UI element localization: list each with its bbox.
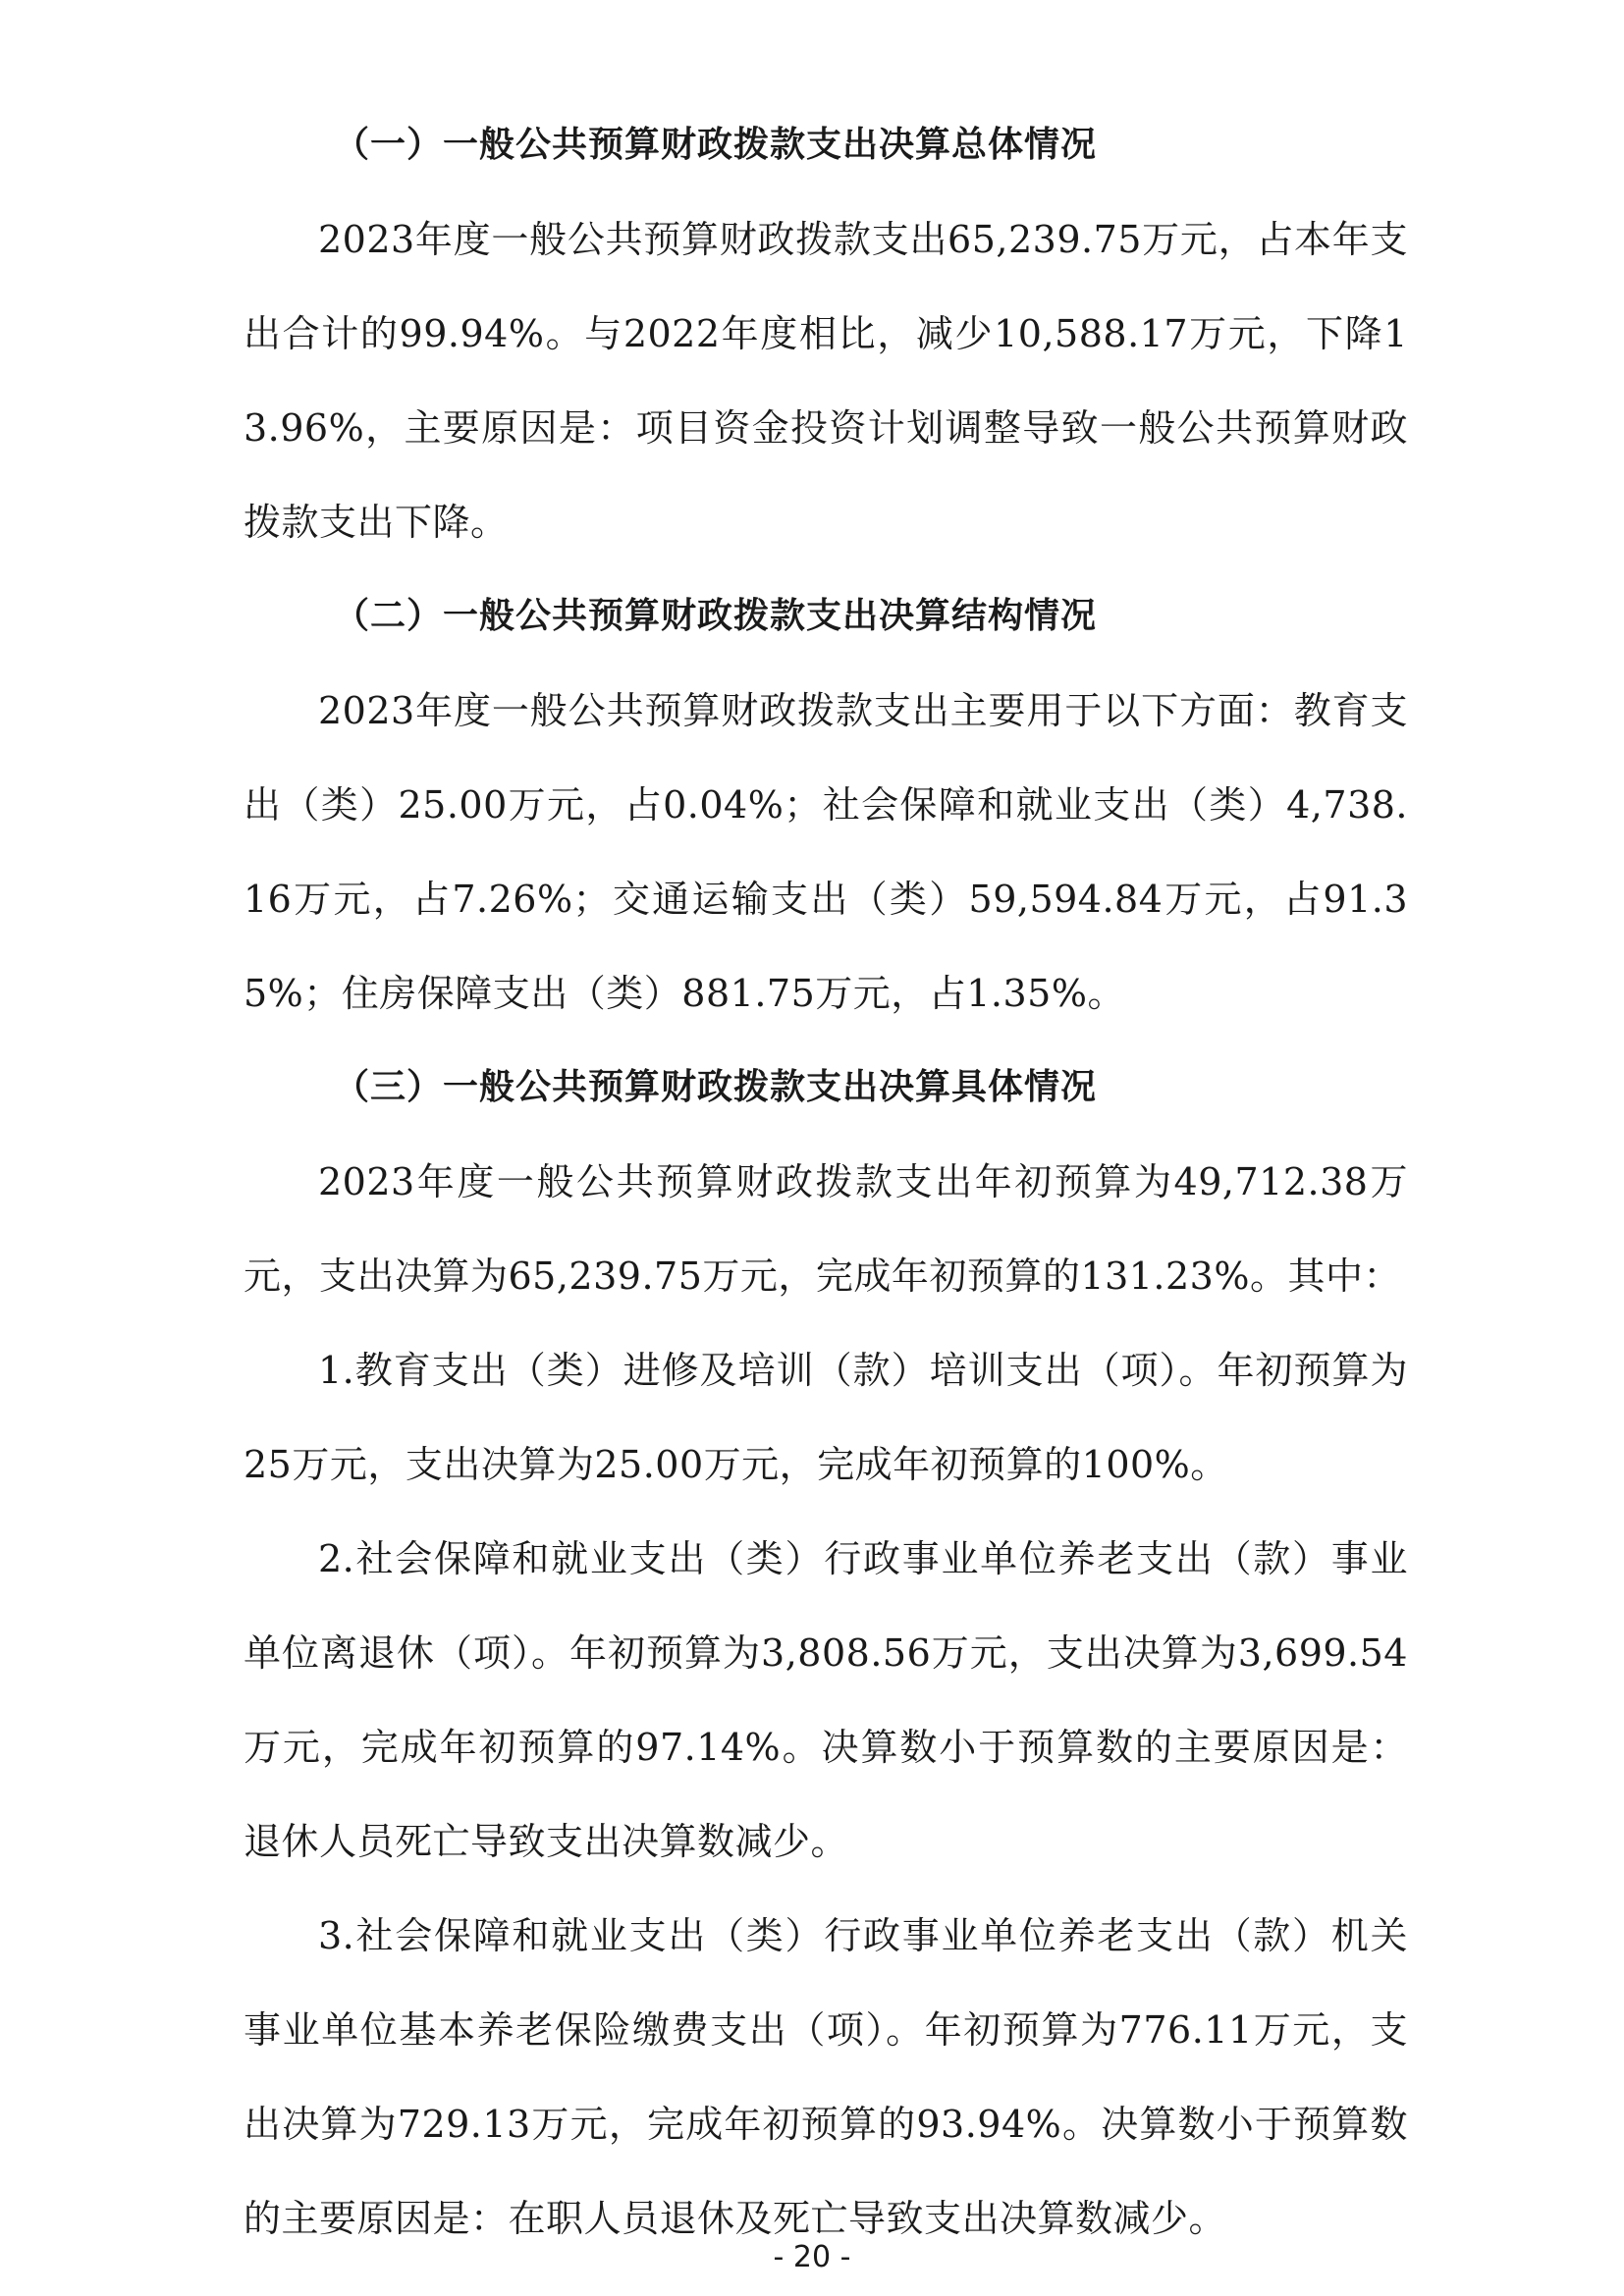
- section-2-paragraph-1: 2023年度一般公共预算财政拨款支出主要用于以下方面：教育支出（类）25.00万元，占0.04%；社会保障和就业支出（类）4,738.16万元，占7.26%；交通运输支出（类）59,594.84万元，占91.35%；住房保障支出（类）881.75万元，占1.35%。: [244, 689, 1408, 1015]
- section-3-item-2: 2.社会保障和就业支出（类）行政事业单位养老支出（款）事业单位离退休（项）。年初预算为3,808.56万元，支出决算为3,699.54万元，完成年初预算的97.14%。决算数小于预算数的主要原因是：退休人员死亡导致支出决算数减少。: [244, 1537, 1408, 1863]
- document-page: [244, 98, 1408, 2266]
- page-number: - 20 -: [773, 2240, 851, 2274]
- section-3-paragraph-1: 2023年度一般公共预算财政拨款支出年初预算为49,712.38万元，支出决算为65,239.75万元，完成年初预算的131.23%。其中：: [244, 1160, 1408, 1298]
- section-3-item-3: 3.社会保障和就业支出（类）行政事业单位养老支出（款）机关事业单位基本养老保险缴费支出（项）。年初预算为776.11万元，支出决算为729.13万元，完成年初预算的93.94%。决算数小于预算数的主要原因是：在职人员退休及死亡导致支出决算数减少。: [244, 1914, 1408, 2240]
- section-heading-3: （三）一般公共预算财政拨款支出决算具体情况: [334, 1067, 1098, 1107]
- section-3-item-1: 1.教育支出（类）进修及培训（款）培训支出（项）。年初预算为25万元，支出决算为25.00万元，完成年初预算的100%。: [244, 1349, 1408, 1486]
- section-heading-1: （一）一般公共预算财政拨款支出决算总体情况: [334, 125, 1098, 165]
- section-1-paragraph-1: 2023年度一般公共预算财政拨款支出65,239.75万元，占本年支出合计的99.94%。与2022年度相比，减少10,588.17万元，下降13.96%，主要原因是：项目资金投资计划调整导致一般公共预算财政拨款支出下降。: [244, 218, 1408, 544]
- section-heading-2: （二）一般公共预算财政拨款支出决算结构情况: [334, 596, 1098, 636]
